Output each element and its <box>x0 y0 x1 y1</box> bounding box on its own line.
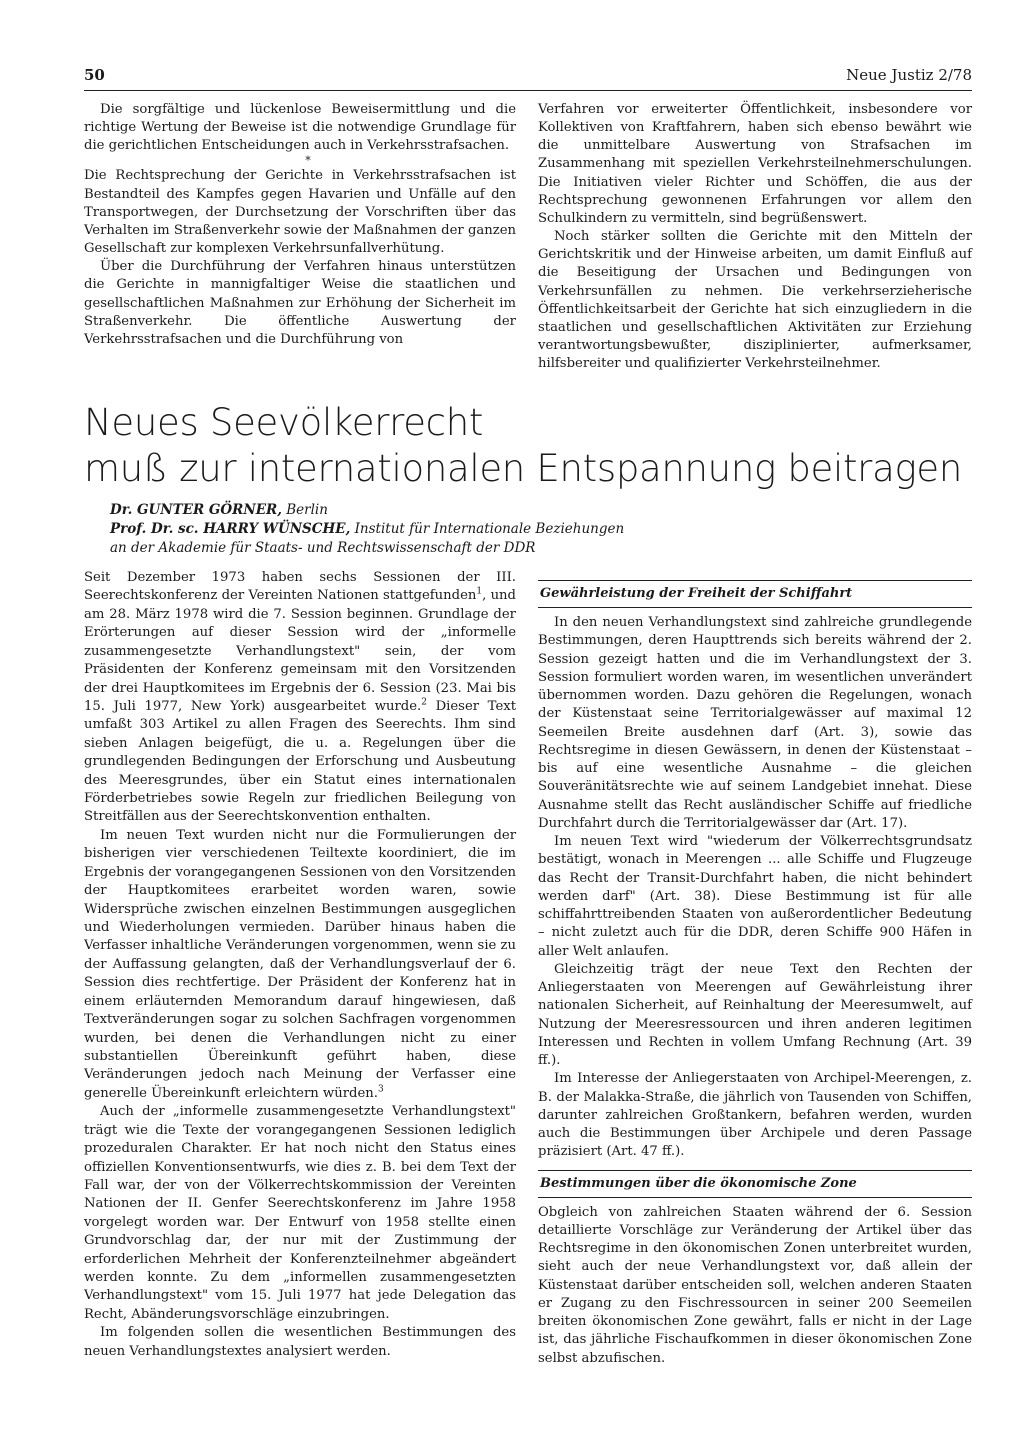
article-right-column <box>538 580 972 1368</box>
page-header <box>84 66 972 91</box>
author-2 <box>110 520 970 539</box>
paragraph: In den neuen Verhandlungstext sind zahlreiche grundlegende Bestimmungen, deren Haupttrends sich bereits während der 2. Session gezeigt hatten und die im Verhandlungstext der 3. Session formuliert worden waren, im wesentlichen unverändert übernommen worden. Dazu gehören die Regelungen, wonach der Küstenstaat seine Territorialgewässer auf maximal 12 Seemeilen Breite ausdehnen darf (Art. 3), sowie das Rechtsregime in diesen Gewässern, in denen der Küstenstaat – bis auf eine wesentliche Ausnahme – die gleichen Souveränitätsrechte wie auf seinem Landgebiet innehat. Diese Ausnahme stellt das Recht ausländischer Schiffe auf friedliche Durchfahrt durch die Territorialgewässer dar (Art. 17). <box>538 615 972 831</box>
journal-issue: Neue Justiz 2/78 <box>846 66 972 84</box>
paragraph: Die sorgfältige und lückenlose Beweisermittlung und die richtige Wertung der Beweise ist die notwendige Grundlage für die gerichtlichen Entscheidungen auch in Verkehrsstrafsachen. <box>84 102 516 154</box>
footnote-ref: 1 <box>476 587 483 598</box>
paragraph: Über die Durchführung der Verfahren hinaus unterstützen die Gerichte in mannigfaltiger Weise die staatlichen und gesellschaftlichen Maßnahmen zur Erhöhung der Sicherheit im Straßenverkehr. Die öffentliche Auswertung der Verkehrsstrafsachen und die Durchführung von <box>84 259 516 347</box>
paragraph: Noch stärker sollten die Gerichte mit den Mitteln der Gerichtskritik und der Hinweise arbeiten, um damit Einfluß auf die Beseitigung der Ursachen und Bedingungen von Verkehrsunfällen zu nehmen. Die verkehrserzieherische Öffentlichkeitsarbeit der Gerichte hat sich einzugliedern in die staatlichen und gesellschaftlichen Aktivitäten zur Erziehung verantwortungsbewußter, disziplinierter, aufmerksamer, hilfsbereiter und qualifizierter Verkehrsteilnehmer. <box>538 229 972 372</box>
paragraph: Im neuen Text wird "wiederum der Völkerrechtsgrundsatz bestätigt, wonach in Meerengen ... alle Schiffe und Flugzeuge das Recht der Transit-Durchfahrt haben, die nicht behindert werden darf" (Art. 38). Diese Bestimmung ist für alle schiffahrttreibenden Staaten von außerordentlicher Bedeutung – nicht zuletzt auch für die DDR, deren Schiffe 900 Häfen in aller Welt anlaufen. <box>538 834 972 959</box>
paragraph <box>84 569 516 827</box>
title-line-1: Neues Seevölkerrecht <box>84 401 484 444</box>
text-run: , und am 28. März 1978 wird die 7. Session beginnen. Grundlage der Erörterungen auf dieser Session wird der „informelle zusammengesetzte Verhandlungstext" sein, der vom Präsidenten der Konferenz gemeinsam mit den Vorsitzenden der drei Hauptkomitees im Ergebnis der 6. Session (23. Mai bis 15. Juli 1977, New York) ausgearbeitet wurde. <box>84 588 516 714</box>
paragraph <box>84 827 516 1103</box>
previous-article-right-column <box>538 101 972 373</box>
author-2-affiliation-cont: an der Akademie für Staats- und Rechtswissenschaft der DDR <box>110 540 536 556</box>
footnote-ref: 2 <box>421 697 427 708</box>
paragraph: Gleichzeitig trägt der neue Text den Rechten der Anliegerstaaten von Meerengen auf Gewährleistung ihrer nationalen Sicherheit, auf Reinhaltung der Meeresumwelt, auf Nutzung der Meeresressourcen und ihren anderen legitimen Interessen und Rechten in vollem Umfang Rechnung (Art. 39 ff.). <box>538 961 972 1068</box>
paragraph: Auch der „informelle zusammengesetzte Verhandlungstext" trägt wie die Texte der vorangegangenen Sessionen lediglich prozeduralen Charakter. Er hat noch nicht den Status eines offiziellen Konventionsentwurfs, wie dies z. B. bei dem Text der Fall war, der von der Völkerrechtskommission der Vereinten Nationen der II. Genfer Seerechtskonferenz im Jahre 1958 vorgelegt worden war. Der Entwurf von 1958 stellte einen Grundvorschlag dar, der nur mit der Zustimmung der erforderlichen Mehrheit der Konferenzteilnehmer abgeändert werden konnte. Zu dem „informellen zusammengesetzten Verhandlungstext" vom 15. Juli 1977 hat jede Delegation das Recht, Abänderungsvorschläge einzubringen. <box>84 1104 516 1322</box>
author-2-name: Prof. Dr. sc. HARRY WÜNSCHE, <box>110 521 351 537</box>
author-1-name: Dr. GUNTER GÖRNER, <box>110 502 282 518</box>
text-run: Im neuen Text wurden nicht nur die Formulierungen der bisherigen vier verschiedenen Teiltexte koordiniert, die im Ergebnis der vorangegangenen Sessionen von den Vorsitzenden der Hauptkomitees erarbeitet worden waren, sowie Widersprüche zwischen einzelnen Bestimmungen ausgeglichen und Wiederholungen vermieden. Darüber hinaus haben die Verfasser inhaltliche Veränderungen vorgenommen, wenn sie zu der Auffassung gelangten, daß der Verhandlungsverlauf der 6. Session dies rechtfertige. Der Präsident der Konferenz hat in einem erläuternden Memorandum darauf hingewiesen, daß Textveränderungen sogar zu solchen Sachfragen vorgenommen wurden, bei denen die Verhandlungen nicht zu einer substantiellen Übereinkunft geführt haben, diese Veränderungen jedoch nach Meinung der Verfasser eine generelle Übereinkunft erleichtern würden. <box>84 827 516 1101</box>
section-heading: Bestimmungen über die ökonomische Zone <box>538 1170 972 1198</box>
author-2-affiliation: Institut für Internationale Beziehungen <box>350 521 625 537</box>
page-number: 50 <box>84 66 105 84</box>
paragraph: Im Interesse der Anliegerstaaten von Archipel-Meerengen, z. B. der Malakka-Straße, die jährlich von Tausenden von Schiffen, darunter zahlreichen Großtankern, befahren werden, wurden auch die Bestimmungen über Archipele und deren Passage präzisiert (Art. 47 ff.). <box>538 1071 972 1160</box>
paragraph: Obgleich von zahlreichen Staaten während der 6. Session detaillierte Vorschläge zur Veränderung der Artikel über das Rechtsregime in den ökonomischen Zonen unterbreitet wurden, sieht auch der neue Verhandlungstext vor, daß allein der Küstenstaat darüber entscheiden soll, welchen anderen Staaten er Zugang zu den Fischressourcen in seiner 200 Seemeilen breiten ökonomischen Zone gewährt, falls er nicht in der Lage ist, das jährliche Fischaufkommen in dieser ökonomischen Zone selbst abzufischen. <box>538 1204 972 1366</box>
paragraph: Im folgenden sollen die wesentlichen Bestimmungen des neuen Verhandlungstextes analysiert werden. <box>84 1325 516 1359</box>
author-1 <box>110 501 970 520</box>
text-run: Seit Dezember 1973 haben sechs Sessionen der III. Seerechtskonferenz der Vereinten Nationen stattgefunden <box>84 570 516 604</box>
article-title <box>84 400 972 492</box>
title-line-2: muß zur internationalen Entspannung beitragen <box>84 447 962 490</box>
previous-article-left-column <box>84 101 516 349</box>
section-separator: * <box>305 154 311 168</box>
paragraph: Die Rechtsprechung der Gerichte in Verkehrsstrafsachen ist Bestandteil des Kampfes gegen Havarien und Unfälle auf den Transportwegen, der Durchsetzung der Vorschriften über das Verhalten im Straßenverkehr sowie der Maßnahmen der ganzen Gesellschaft zur komplexen Verkehrsunfallverhütung. <box>84 168 516 257</box>
footnote-ref: 3 <box>377 1084 384 1095</box>
text-run: Dieser Text umfaßt 303 Artikel zu allen Fragen des Seerechts. Ihm sind sieben Anlagen beigefügt, die u. a. Regelungen über die grundlegenden Bedingungen der Erforschung und Ausbeutung des Meeresgrundes, über ein Statut eines internationalen Förderbetriebes sowie Regeln zur friedlichen Beilegung von Streitfällen aus der Seerechtskonvention enthalten. <box>84 698 516 825</box>
author-1-place: Berlin <box>281 502 328 518</box>
section-heading: Gewährleistung der Freiheit der Schiffahrt <box>538 580 972 608</box>
article-authors <box>110 501 970 558</box>
article-left-column <box>84 569 516 1361</box>
paragraph: Verfahren vor erweiterter Öffentlichkeit, insbesondere vor Kollektiven von Kraftfahrern, haben sich ebenso bewährt wie die unmittelbare Auswertung von Strafsachen im Zusammenhang mit speziellen Verkehrsteilnehmerschulungen. Die Initiativen vieler Richter und Schöffen, die aus der Rechtsprechung gewonnenen Erfahrungen vor allem den Schulkindern zu vermitteln, sind begrüßenswert. <box>538 102 972 226</box>
